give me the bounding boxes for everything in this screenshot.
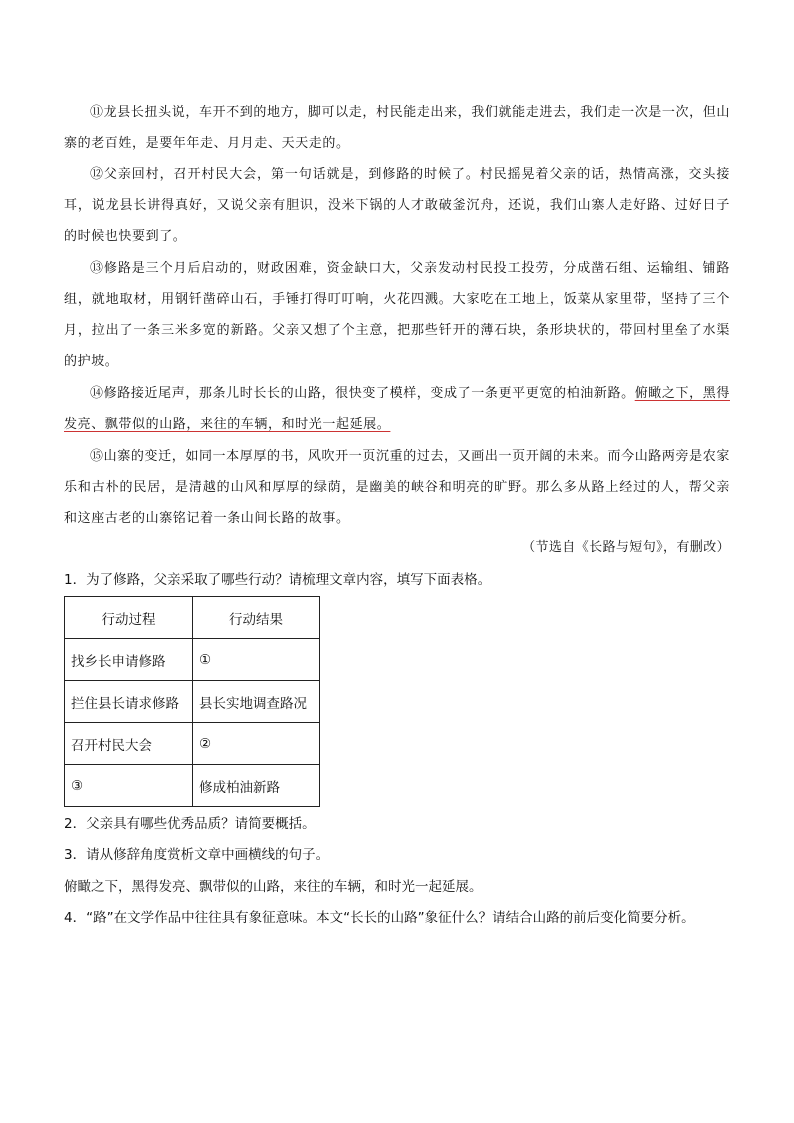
table-cell-blank-1: ① — [193, 639, 320, 681]
underlined-sentence: 俯瞰之下，黑得发亮、飘带似的山路，来往的车辆，和时光一起延展。 — [64, 386, 730, 432]
table-cell-blank-3: ③ — [65, 765, 193, 807]
paragraph-14 — [64, 378, 730, 440]
table-row — [65, 765, 320, 807]
table-header-row — [65, 597, 320, 639]
table-header-result: 行动结果 — [193, 597, 320, 639]
question-1: 1．为了修路，父亲采取了哪些行动？请梳理文章内容，填写下面表格。 — [64, 572, 492, 588]
source-citation: （节选自《长路与短句》，有删改） — [522, 540, 730, 555]
question-4: 4．“路”在文学作品中往往具有象征意味。本文“长长的山路”象征什么？请结合山路的前后变化简要分析。 — [64, 910, 695, 926]
table-cell: 召开村民大会 — [65, 723, 193, 765]
paragraph-15: ⑮山寨的变迁，如同一本厚厚的书，风吹开一页沉重的过去，又画出一页开阔的未来。而今山路两旁是农家乐和古朴的民居，是清越的山风和厚厚的绿荫，是幽美的峡谷和明亮的旷野。那么多从路上经过的人，帮父亲和这座古老的山寨铭记着一条山间长路的故事。 — [64, 449, 730, 526]
table-row — [65, 723, 320, 765]
paragraph-12: ⑫父亲回村，召开村民大会，第一句话就是，到修路的时候了。村民摇晃着父亲的话，热情高涨，交头接耳，说龙县长讲得真好，又说父亲有胆识，没米下锅的人才敢破釜沉舟，还说，我们山寨人走好路、过好日子的时候也快要到了。 — [64, 167, 730, 244]
paragraph-11: ⑪龙县长扭头说，车开不到的地方，脚可以走，村民能走出来，我们就能走进去，我们走一次是一次，但山寨的老百姓，是要年年走、月月走、天天走的。 — [64, 105, 730, 151]
question-3: 3．请从修辞角度赏析文章中画横线的句子。 — [64, 847, 330, 863]
table-cell: 拦住县长请求修路 — [65, 681, 193, 723]
table-row — [65, 639, 320, 681]
paragraph-13: ⑬修路是三个月后启动的，财政困难，资金缺口大，父亲发动村民投工投劳，分成凿石组、运输组、铺路组，就地取材，用钢钎凿碎山石，手锤打得叮叮响，火花四溅。大家吃在工地上，饭菜从家里带，坚持了三个月，拉出了一条三米多宽的新路。父亲又想了个主意，把那些钎开的薄石块，条形块状的，带回村里垒了水渠的护坡。 — [64, 261, 730, 369]
table-cell: 县长实地调查路况 — [193, 681, 320, 723]
question-2: 2．父亲具有哪些优秀品质？请简要概括。 — [64, 816, 316, 832]
table-row — [65, 681, 320, 723]
action-table — [64, 596, 320, 807]
question-3-sentence: 俯瞰之下，黑得发亮、飘带似的山路，来往的车辆，和时光一起延展。 — [64, 879, 483, 895]
table-header-process: 行动过程 — [65, 597, 193, 639]
table-cell: 找乡长申请修路 — [65, 639, 193, 681]
table-cell-blank-2: ② — [193, 723, 320, 765]
paragraph-14-text: ⑭修路接近尾声，那条儿时长长的山路，很快变了模样，变成了一条更平更宽的柏油新路。 — [90, 386, 635, 401]
table-cell: 修成柏油新路 — [193, 765, 320, 807]
